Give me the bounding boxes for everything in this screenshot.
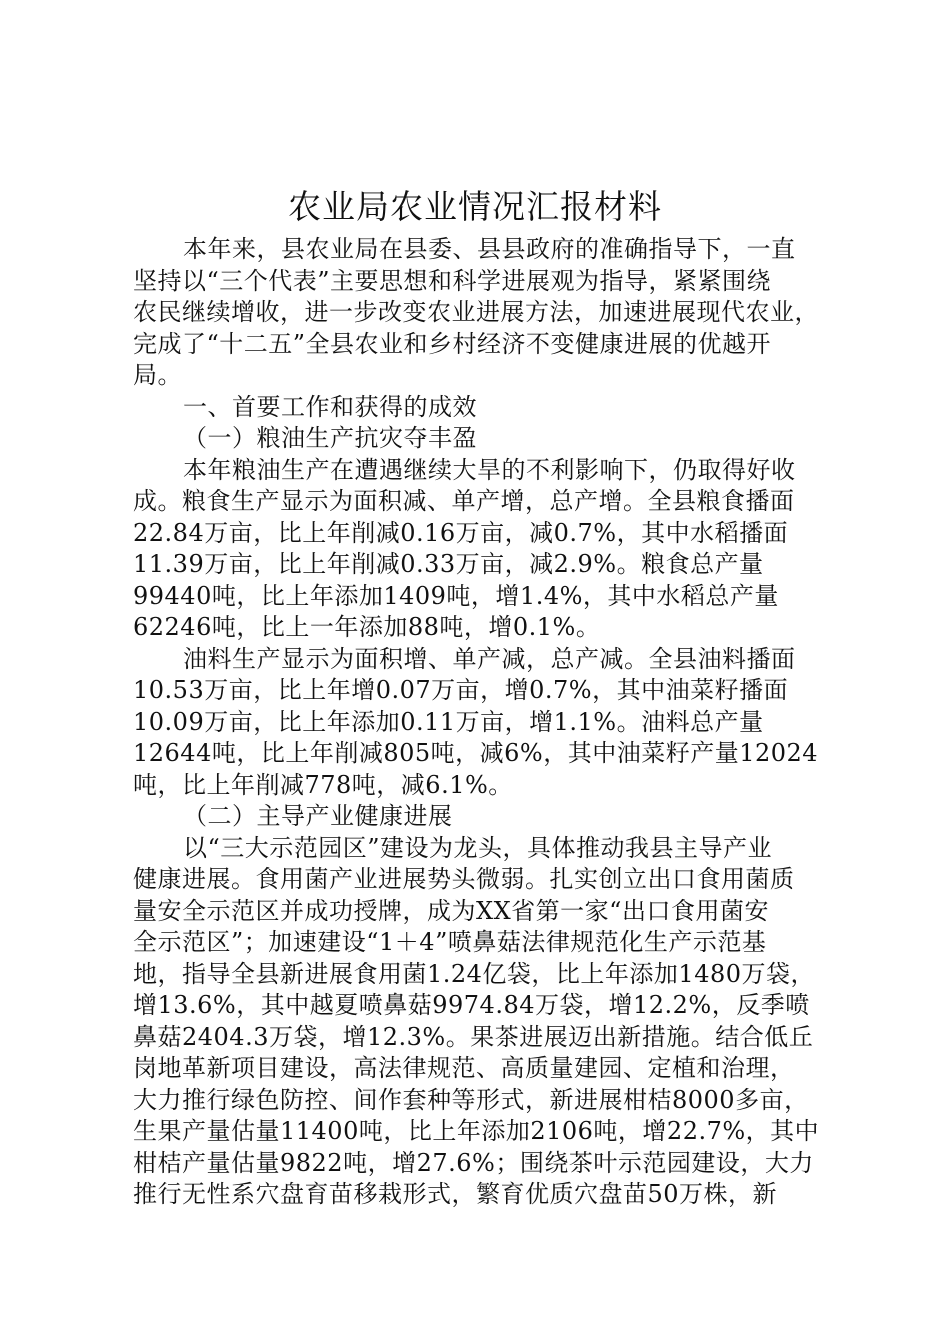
text-line: 10.53万亩，比上年增0.07万亩，增0.7%，其中油菜籽播面 [133, 676, 789, 704]
text-line: 生果产量估量11400吨，比上年添加2106吨，增22.7%，其中 [133, 1117, 820, 1145]
text-line: 地，指导全县新进展食用菌1.24亿袋，比上年添加1480万袋， [133, 959, 816, 988]
text-line: 健康进展。食用菌产业进展势头微弱。扎实创立出口食用菌质 [133, 865, 795, 893]
text-line: 11.39万亩，比上年削减0.33万亩，减2.9%。粮食总产量 [133, 550, 764, 578]
text-line: 推行无性系穴盘育苗移栽形式，繁育优质穴盘苗50万株，新 [133, 1180, 778, 1208]
text-line: 油料生产显示为面积增、单产减，总产减。全县油料播面 [183, 644, 796, 673]
text-line: 坚持以“三个代表”主要思想和科学进展观为指导，紧紧围绕 [133, 266, 772, 295]
text-line: 一、首要工作和获得的成效 [183, 392, 477, 421]
text-line: 本年来，县农业局在县委、县县政府的准确指导下，一直 [183, 235, 796, 263]
text-line: 99440吨，比上年添加1409吨，增1.4%，其中水稻总产量 [133, 581, 779, 610]
text-line: 全示范区”；加速建设“1＋4”喷鼻菇法律规范化生产示范基 [133, 928, 767, 956]
text-line: （一）粮油生产抗灾夺丰盈 [183, 424, 477, 452]
text-line: 22.84万亩，比上年削减0.16万亩，减0.7%，其中水稻播面 [133, 518, 789, 547]
text-line: 10.09万亩，比上年添加0.11万亩，增1.1%。油料总产量 [133, 707, 764, 736]
text-line: 柑桔产量估量9822吨，增27.6%；围绕茶叶示范园建设，大力 [133, 1148, 814, 1177]
document-body [133, 234, 823, 1211]
text-line: 量安全示范区并成功授牌，成为XX省第一家“出口食用菌安 [133, 896, 769, 925]
text-line: 12644吨，比上年削减805吨，减6%，其中油菜籽产量12024 [133, 739, 819, 767]
document-title: 农业局农业情况汇报材料 [288, 187, 662, 226]
text-line: 大力推行绿色防控、间作套种等形式，新进展柑桔8000多亩， [133, 1085, 809, 1114]
text-line: 62246吨，比上一年添加88吨，增0.1%。 [133, 613, 601, 641]
text-line: 成。粮食生产显示为面积减、单产增，总产增。全县粮食播面 [133, 487, 795, 515]
text-line: 以“三大示范园区”建设为龙头，具体推动我县主导产业 [183, 833, 773, 862]
text-line: 本年粮油生产在遭遇继续大旱的不利影响下，仍取得好收 [183, 455, 796, 484]
text-line: 吨，比上年削减778吨，减6.1%。 [133, 770, 513, 799]
text-line: （二）主导产业健康进展 [183, 802, 453, 830]
text-line: 岗地革新项目建设，高法律规范、高质量建园、定植和治理， [133, 1054, 795, 1082]
text-line: 局。 [133, 361, 182, 389]
text-line: 鼻菇2404.3万袋，增12.3%。果茶进展迈出新措施。结合低丘 [133, 1022, 814, 1051]
text-line: 农民继续增收，进一步改变农业进展方法，加速进展现代农业， [133, 298, 819, 326]
text-line: 完成了“十二五”全县农业和乡村经济不变健康进展的优越开 [133, 329, 772, 358]
text-line: 增13.6%，其中越夏喷鼻菇9974.84万袋，增12.2%，反季喷 [133, 991, 810, 1019]
